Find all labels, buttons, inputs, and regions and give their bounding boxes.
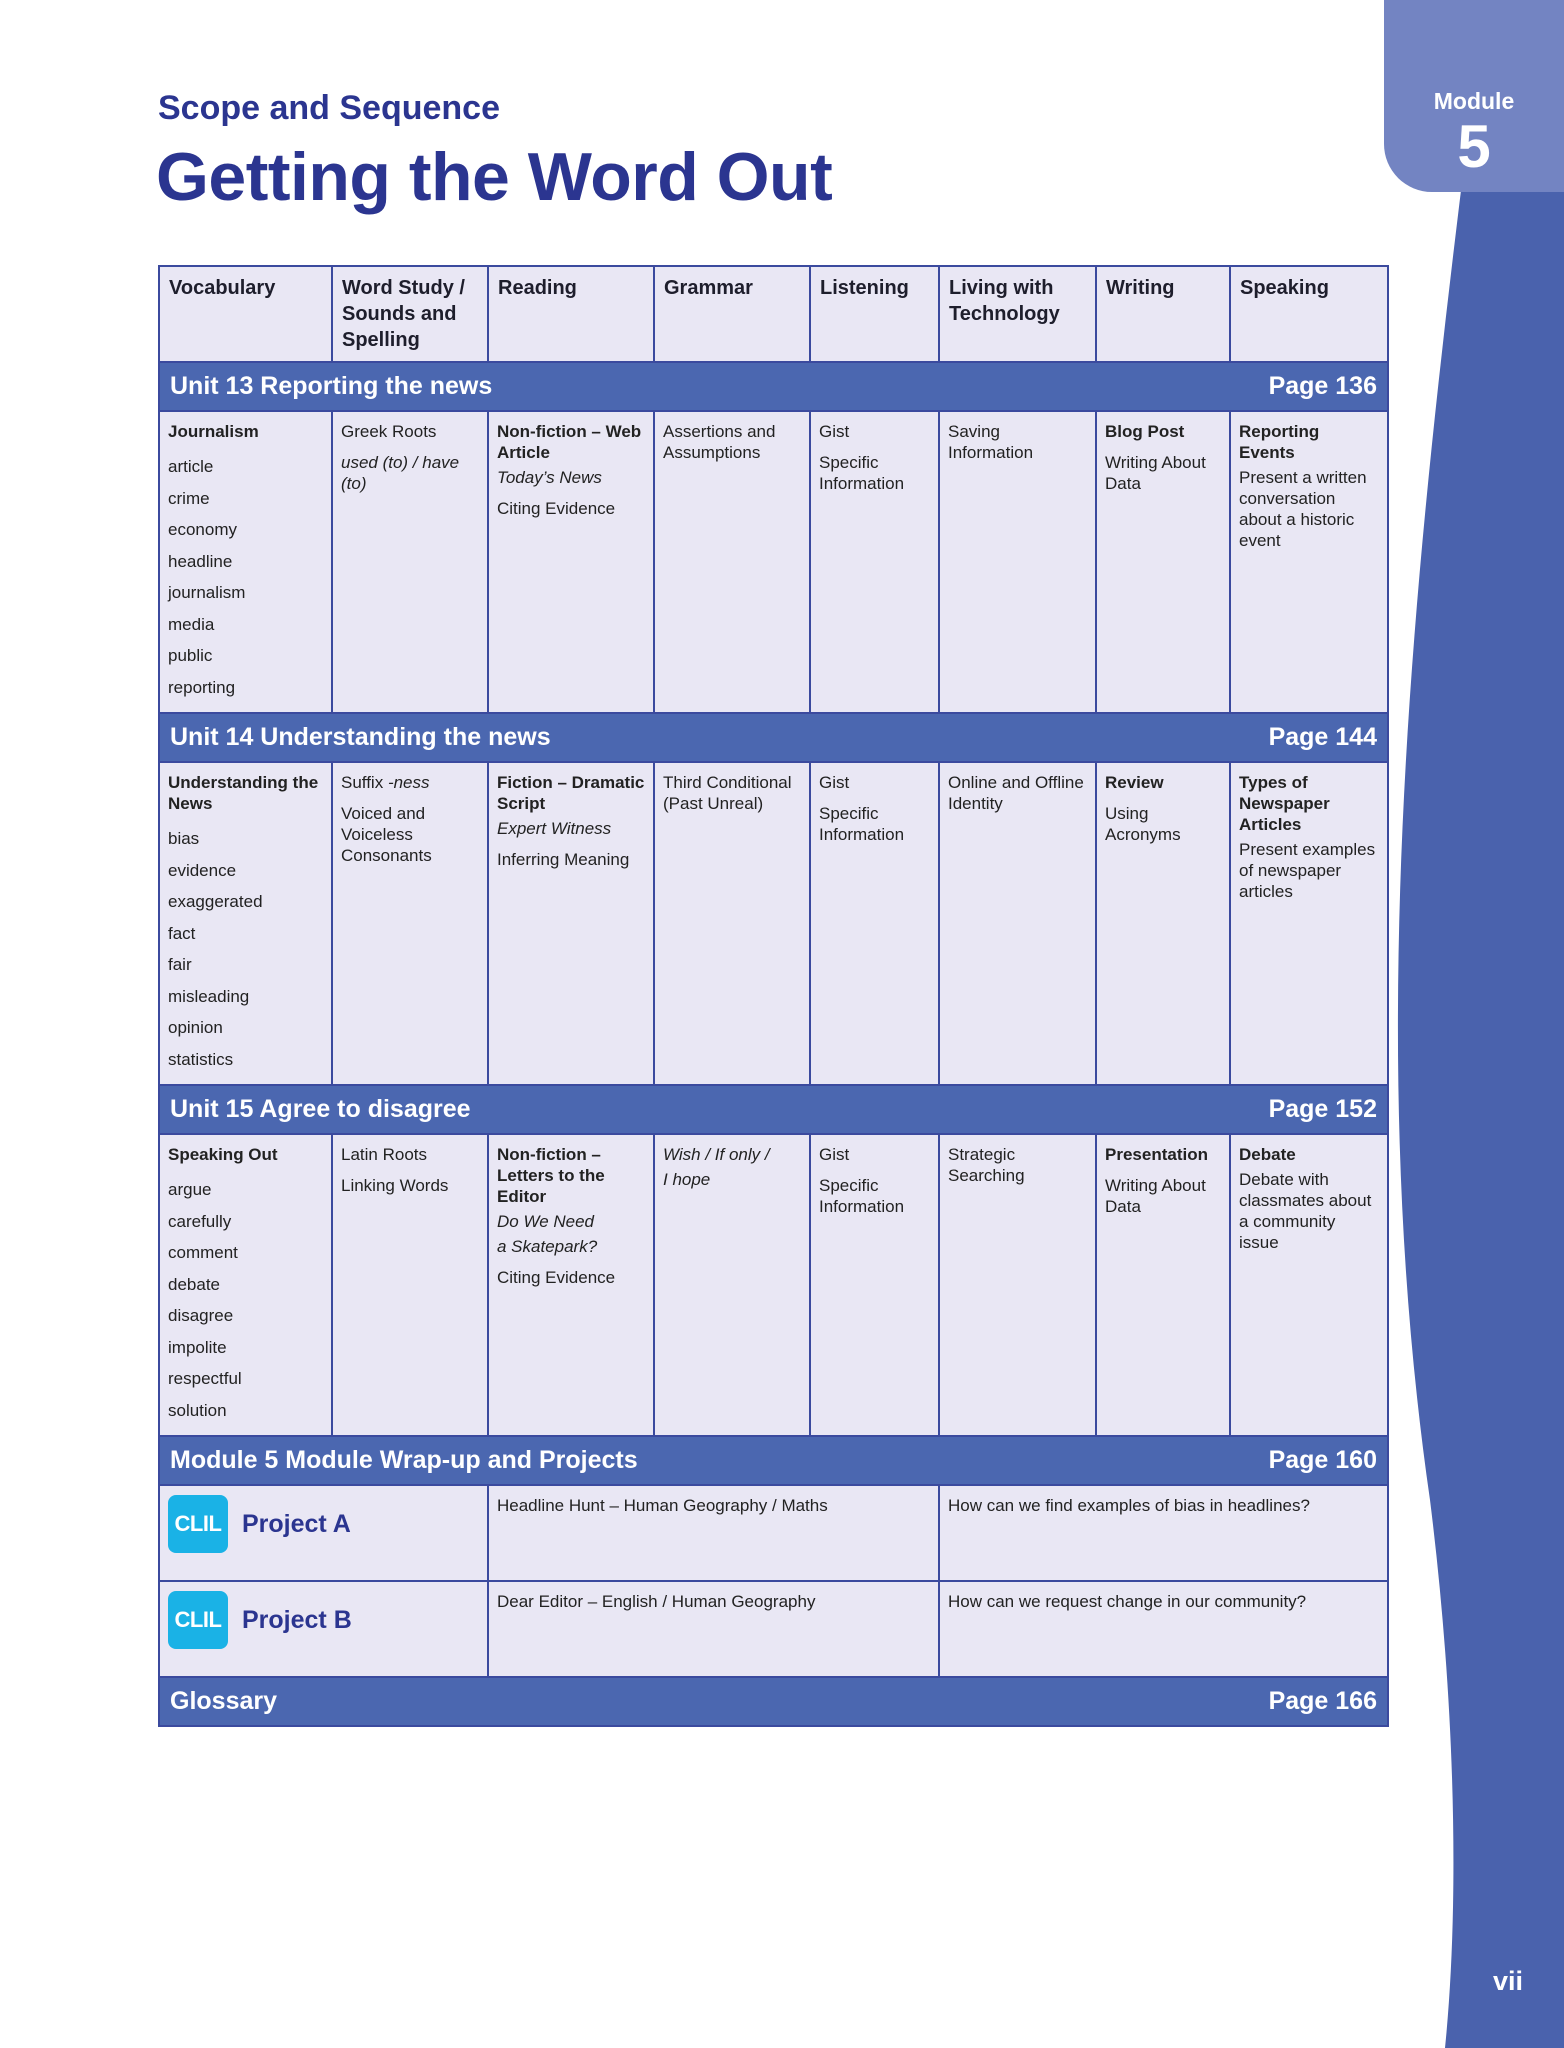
listening-item: Specific Information — [819, 804, 905, 844]
technology-cell — [939, 1134, 1096, 1436]
project-title-cell — [159, 1581, 488, 1677]
vocab-word: evidence — [168, 860, 237, 880]
vocab-heading: Speaking Out — [168, 1145, 278, 1164]
vocab-word: public — [168, 646, 213, 665]
vocab-word: solution — [168, 1400, 227, 1420]
unit-page: Page 144 — [1268, 723, 1377, 751]
unit-title: Unit 14 Understanding the news — [170, 723, 551, 751]
vocab-word: comment — [168, 1243, 238, 1262]
speaking-genre: Debate — [1239, 1145, 1296, 1164]
writing-genre: Presentation — [1105, 1145, 1208, 1164]
vocab-word: headline — [168, 551, 233, 571]
speaking-cell — [1230, 762, 1388, 1085]
unit-title: Unit 13 Reporting the news — [170, 372, 493, 400]
speaking-cell — [1230, 411, 1388, 713]
reading-skill: Inferring Meaning — [497, 850, 630, 869]
reading-text-title: Expert Witness — [497, 819, 612, 838]
vocab-heading: Journalism — [168, 422, 259, 441]
grammar-item: Third Conditional (Past Unreal) — [663, 773, 792, 813]
reading-genre: Fiction – Dramatic Script — [497, 773, 645, 813]
listening-item: Gist — [819, 773, 850, 792]
listening-cell — [810, 762, 939, 1085]
vocab-word: opinion — [168, 1018, 223, 1037]
vocab-word: respectful — [168, 1369, 242, 1388]
vocab-word: bias — [168, 829, 200, 848]
writing-cell — [1096, 762, 1230, 1085]
reading-cell — [488, 1134, 654, 1436]
scope-table — [158, 265, 1389, 1727]
grammar-cell — [654, 762, 810, 1085]
writing-skill: Writing About Data — [1105, 1176, 1206, 1216]
glossary-title: Glossary — [170, 1687, 278, 1715]
technology-cell — [939, 411, 1096, 713]
listening-item: Gist — [819, 422, 850, 441]
unit-row — [159, 411, 1388, 713]
wrapup-bar — [159, 1436, 1388, 1485]
vocab-word: crime — [168, 488, 210, 508]
unit-bar — [159, 713, 1388, 762]
reading-text-title: Do We Need — [497, 1212, 595, 1231]
writing-cell — [1096, 411, 1230, 713]
unit-title: Unit 15 Agree to disagree — [170, 1095, 471, 1123]
project-topic: Dear Editor – English / Human Geography — [488, 1581, 939, 1677]
vocab-word: argue — [168, 1180, 212, 1199]
speaking-genre: Reporting Events — [1239, 422, 1320, 462]
unit-page: Page 136 — [1268, 372, 1377, 400]
column-header: Vocabulary — [159, 266, 332, 362]
column-header: Listening — [810, 266, 939, 362]
unit-row — [159, 762, 1388, 1085]
reading-genre: Non-fiction – Letters to the Editor — [497, 1145, 605, 1206]
project-title-cell — [159, 1485, 488, 1581]
vocabulary-cell — [159, 762, 332, 1085]
clil-badge-icon: CLIL — [168, 1495, 228, 1553]
vocab-word: journalism — [168, 583, 246, 602]
project-name: Project A — [242, 1509, 351, 1538]
wrapup-title: Module 5 Module Wrap-up and Projects — [170, 1446, 638, 1474]
column-header: Word Study / Sounds and Spelling — [332, 266, 488, 362]
technology-item: Saving Information — [948, 422, 1034, 462]
word-study-item: Latin Roots — [341, 1145, 427, 1164]
column-header: Grammar — [654, 266, 810, 362]
column-header: Reading — [488, 266, 654, 362]
word-study-cell — [332, 1134, 488, 1436]
module-tab-number: 5 — [1457, 113, 1491, 180]
technology-cell — [939, 762, 1096, 1085]
page-title: Getting the Word Out — [156, 139, 833, 215]
reading-skill: Citing Evidence — [497, 499, 616, 518]
module-tab-label: Module — [1433, 88, 1515, 114]
unit-row — [159, 1134, 1388, 1436]
listening-cell — [810, 1134, 939, 1436]
reading-text-title: a Skatepark? — [497, 1237, 598, 1256]
vocab-word: economy — [168, 520, 237, 539]
vocab-word: fact — [168, 923, 196, 943]
speaking-genre: Types of Newspaper Articles — [1239, 773, 1330, 834]
writing-skill: Writing About Data — [1105, 453, 1206, 493]
wrapup-page: Page 160 — [1268, 1446, 1377, 1474]
reading-skill: Citing Evidence — [497, 1268, 616, 1287]
word-study-item: Voiced and Voiceless Consonants — [341, 804, 432, 865]
vocab-word: exaggerated — [168, 892, 263, 911]
vocab-word: statistics — [168, 1049, 234, 1069]
vocab-word: impolite — [168, 1337, 227, 1357]
project-question: How can we find examples of bias in headlines? — [939, 1485, 1388, 1581]
vocab-word: disagree — [168, 1306, 234, 1325]
grammar-cell — [654, 411, 810, 713]
speaking-task: Debate with classmates about a community issue — [1239, 1170, 1372, 1252]
project-question: How can we request change in our community? — [939, 1581, 1388, 1677]
word-study-cell — [332, 762, 488, 1085]
grammar-cell — [654, 1134, 810, 1436]
word-study-prefix: Suffix — [341, 773, 388, 792]
column-header: Writing — [1096, 266, 1230, 362]
vocab-word: debate — [168, 1274, 220, 1294]
speaking-task: Present a written conversation about a historic event — [1239, 468, 1367, 550]
speaking-task: Present examples of newspaper articles — [1239, 840, 1376, 901]
listening-item: Specific Information — [819, 1176, 905, 1216]
reading-cell — [488, 411, 654, 713]
project-row — [159, 1485, 1388, 1581]
glossary-page: Page 166 — [1268, 1687, 1377, 1715]
word-study-cell — [332, 411, 488, 713]
writing-genre: Review — [1105, 773, 1164, 792]
vocab-heading: Understanding the News — [168, 773, 319, 813]
unit-page: Page 152 — [1268, 1095, 1377, 1123]
writing-cell — [1096, 1134, 1230, 1436]
word-study-item: Greek Roots — [341, 422, 437, 441]
vocab-word: misleading — [168, 986, 250, 1006]
vocabulary-cell — [159, 411, 332, 713]
vocab-word: reporting — [168, 677, 236, 697]
clil-badge-icon: CLIL — [168, 1591, 228, 1649]
page-subtitle: Scope and Sequence — [158, 89, 500, 127]
word-study-item — [341, 772, 479, 793]
grammar-item: I hope — [663, 1170, 711, 1189]
speaking-cell — [1230, 1134, 1388, 1436]
technology-item: Strategic Searching — [948, 1145, 1025, 1185]
project-name: Project B — [242, 1605, 352, 1634]
word-study-item: Linking Words — [341, 1176, 449, 1195]
grammar-item: Assertions and Assumptions — [663, 422, 776, 462]
vocab-word: article — [168, 457, 214, 476]
project-row — [159, 1581, 1388, 1677]
writing-skill: Using Acronyms — [1105, 804, 1181, 844]
module-tab — [1384, 0, 1564, 192]
writing-genre: Blog Post — [1105, 422, 1185, 441]
listening-item: Gist — [819, 1145, 850, 1164]
grammar-item: Wish / If only / — [663, 1145, 770, 1164]
vocab-word: media — [168, 614, 215, 634]
reading-genre: Non-fiction – Web Article — [497, 422, 642, 462]
unit-bar — [159, 362, 1388, 411]
reading-cell — [488, 762, 654, 1085]
listening-item: Specific Information — [819, 453, 905, 493]
unit-bar — [159, 1085, 1388, 1134]
project-topic: Headline Hunt – Human Geography / Maths — [488, 1485, 939, 1581]
vocabulary-cell — [159, 1134, 332, 1436]
vocab-word: fair — [168, 955, 192, 974]
listening-cell — [810, 411, 939, 713]
column-header: Living with Technology — [939, 266, 1096, 362]
page-number: vii — [1492, 1966, 1524, 1996]
reading-text-title: Today’s News — [497, 468, 602, 487]
vocab-word: carefully — [168, 1211, 232, 1231]
word-study-suffix: -ness — [387, 773, 430, 792]
word-study-item: used (to) / have (to) — [341, 453, 460, 493]
technology-item: Online and Offline Identity — [948, 773, 1084, 813]
column-header-row — [159, 266, 1388, 362]
column-header: Speaking — [1230, 266, 1388, 362]
glossary-bar — [159, 1677, 1388, 1726]
